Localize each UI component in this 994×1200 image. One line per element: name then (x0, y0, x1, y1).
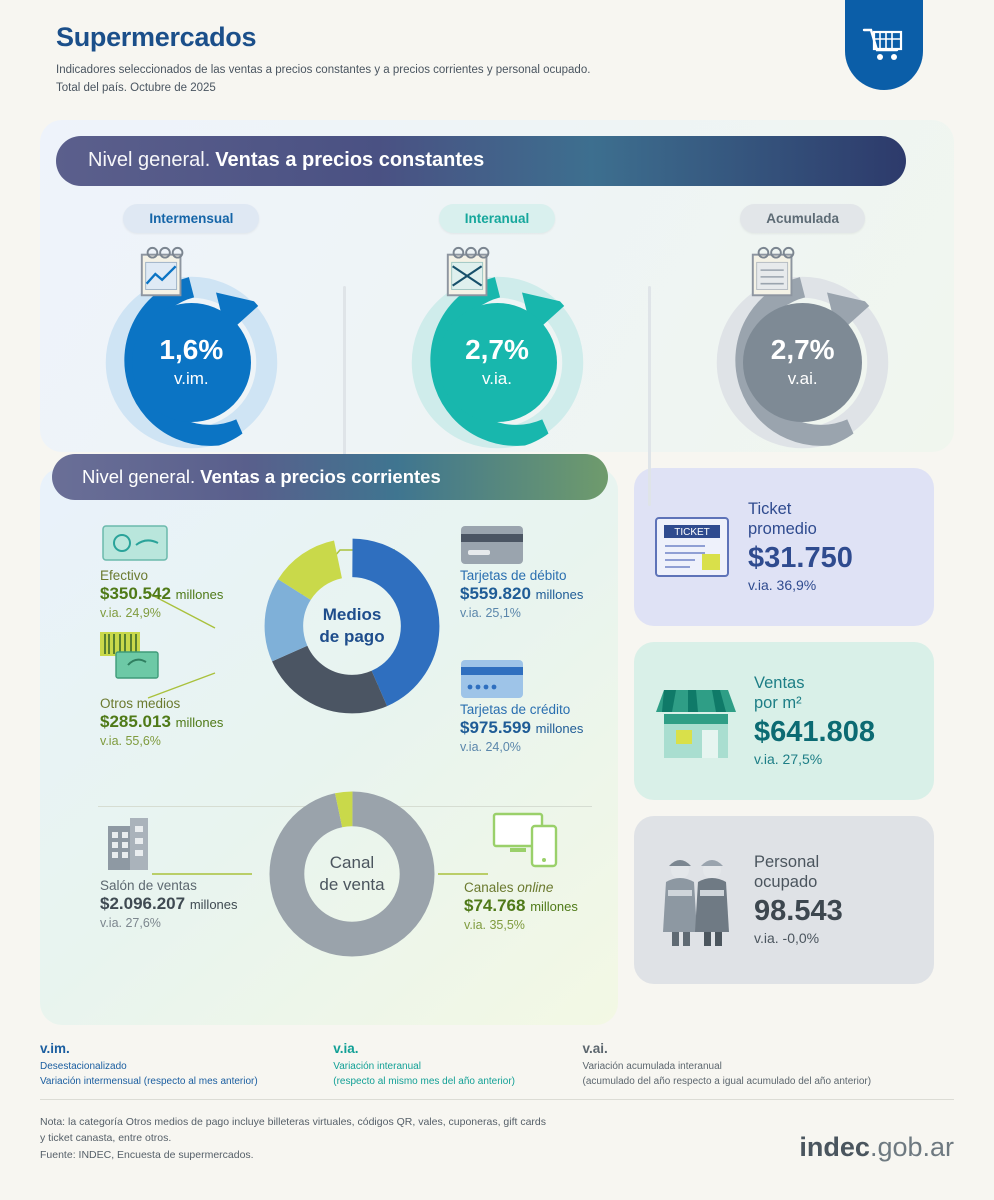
card-personal-ocupado (634, 816, 934, 984)
legend-via-line2: (respecto al mismo mes del año anterior) (333, 1075, 516, 1087)
ring-core-interanual (438, 303, 557, 422)
tarjetas-credito-variation: v.ia. 24,0% (460, 739, 521, 754)
tarjetas-credito-amount-unit: millones (535, 720, 584, 736)
tarjetas-debito-name: Tarjetas de débito (460, 567, 567, 583)
corrientes-banner-bold: Ventas a precios corrientes (200, 465, 441, 487)
section-ventas-precios-corrientes (40, 465, 618, 1025)
efectivo-amount-value: $350.542 (100, 583, 171, 603)
canales-online-amount-value: $74.768 (464, 895, 526, 915)
ventas-m2-value: $641.808 (754, 715, 875, 748)
personal-variation: v.ia. -0,0% (754, 930, 820, 947)
constantes-banner (56, 136, 906, 186)
clipboard-chart-icon (136, 245, 194, 303)
unit-interanual: v.ia. (482, 368, 512, 388)
indicator-pill-intermensual: Intermensual (123, 204, 259, 233)
legend-vim-line1: Desestacionalizado (40, 1061, 127, 1073)
tarjetas-credito-amount-value: $975.599 (460, 717, 531, 737)
legend-vim-abbr: v.im. (40, 1040, 70, 1056)
indec-logo[interactable] (799, 1132, 954, 1163)
label-tarjetas-debito (460, 568, 583, 620)
donut-center-label-pagos (262, 536, 442, 716)
legend-via (333, 1039, 582, 1090)
shopping-cart-icon (862, 25, 906, 65)
personal-value: 98.543 (754, 894, 843, 927)
otros-medios-amount-value: $285.013 (100, 711, 171, 731)
svg-text:TICKET: TICKET (674, 526, 710, 538)
canales-online-name-italic: online (517, 879, 554, 895)
ring-core-acumulada (743, 303, 862, 422)
value-interanual: 2,7% (465, 333, 529, 365)
legend-vai-line1: Variación acumulada interanual (582, 1061, 722, 1073)
canales-online-amount-unit: millones (530, 898, 578, 914)
indicator-acumulada (651, 204, 954, 506)
salon-ventas-amount-value: $2.096.207 (100, 893, 186, 913)
legend-vai-line2: (acumulado del año respecto a igual acumulado del año anterior) (582, 1075, 872, 1087)
ticket-value: $31.750 (748, 541, 853, 574)
value-acumulada: 2,7% (770, 333, 835, 365)
other-payments-icon (98, 630, 176, 684)
footer-note-line-3: Fuente: INDEC, Encuesta de supermercados. (40, 1148, 254, 1161)
credit-card-icon (460, 658, 526, 700)
page-title: Supermercados (56, 22, 257, 52)
ventas-m2-variation: v.ia. 27,5% (754, 751, 823, 768)
page-footer (40, 1114, 954, 1163)
efectivo-name: Efectivo (100, 567, 149, 583)
constantes-banner-light: Nivel general. (88, 149, 211, 172)
canal-center-line-2: de venta (319, 874, 385, 894)
personal-title-line-1: Personal (754, 853, 820, 872)
canal-de-venta-block (40, 798, 618, 1013)
tarjetas-credito-amount (460, 718, 583, 738)
indec-logo-bold: indec (799, 1131, 870, 1162)
donut-center-label-canal (266, 788, 438, 960)
donut-interanual (410, 275, 585, 450)
indicator-pill-interanual: Interanual (439, 204, 556, 233)
indicator-pill-acumulada: Acumulada (740, 204, 865, 233)
clipboard-chart-icon (747, 245, 805, 303)
legend-via-line1: Variación interanual (333, 1061, 421, 1073)
donut-intermensual (104, 275, 279, 450)
value-intermensual: 1,6% (159, 333, 224, 365)
efectivo-amount-unit: millones (175, 586, 224, 602)
indec-logo-rest: .gob.ar (869, 1131, 954, 1162)
tarjetas-credito-name: Tarjetas de crédito (460, 701, 571, 717)
canales-online-amount (464, 896, 578, 916)
store-building-icon (102, 816, 158, 872)
label-canales-online (464, 880, 578, 932)
devices-icon (492, 810, 566, 872)
donut-acumulada (715, 275, 890, 450)
label-tarjetas-credito (460, 702, 583, 754)
section-ventas-precios-constantes (40, 120, 954, 452)
ticket-variation: v.ia. 36,9% (748, 577, 817, 594)
canal-center-line-1: Canal (329, 853, 375, 873)
personal-title-line-2: ocupado (754, 872, 818, 891)
salon-ventas-amount (100, 894, 238, 914)
shopping-cart-badge (845, 0, 923, 90)
unit-intermensual: v.im. (174, 368, 209, 388)
salon-ventas-variation: v.ia. 27,6% (100, 915, 161, 930)
label-otros-medios (100, 696, 223, 748)
ventas-m2-title-line-2: por m² (754, 693, 802, 712)
legend-vim-line2: Variación intermensual (respecto al mes anterior) (40, 1075, 258, 1087)
efectivo-amount (100, 584, 223, 604)
ventas-m2-text-block (754, 674, 875, 767)
ticket-title-line-1: Ticket (748, 500, 792, 519)
page-header (0, 0, 994, 98)
card-ventas-por-m2 (634, 642, 934, 800)
tarjetas-debito-amount-unit: millones (535, 586, 584, 602)
legend-abbreviations (40, 1039, 954, 1090)
footer-note-line-2: y ticket canasta, entre otros. (40, 1132, 172, 1145)
canales-online-name: Canales online (464, 879, 554, 895)
unit-acumulada: v.ai. (787, 368, 818, 388)
tarjetas-debito-amount-value: $559.820 (460, 583, 531, 603)
debit-card-icon (460, 524, 526, 566)
cash-icon (102, 523, 170, 563)
legend-vai (583, 1039, 954, 1090)
workers-icon (650, 848, 742, 952)
ventas-m2-title (754, 674, 875, 714)
otros-medios-name: Otros medios (100, 695, 181, 711)
personal-text-block (754, 853, 843, 946)
storefront-icon (650, 676, 742, 766)
label-salon-de-ventas (100, 878, 238, 930)
otros-medios-variation: v.ia. 55,6% (100, 733, 161, 748)
clipboard-chart-icon (442, 245, 500, 303)
corrientes-banner-light: Nivel general. (82, 465, 196, 487)
ventas-m2-title-line-1: Ventas (754, 674, 805, 693)
label-efectivo (100, 568, 223, 620)
ticket-title-line-2: promedio (748, 519, 817, 538)
ring-core-intermensual (132, 303, 251, 422)
subtitle-line-1: Indicadores seleccionados de las ventas a precios constantes y a precios corrientes y personal ocupado. (56, 64, 591, 76)
tarjetas-debito-variation: v.ia. 25,1% (460, 605, 521, 620)
personal-title (754, 853, 843, 893)
legend-vim (40, 1039, 333, 1090)
otros-medios-amount-unit: millones (175, 714, 224, 730)
legend-vai-abbr: v.ai. (582, 1040, 608, 1056)
medios-de-pago-block (40, 465, 618, 798)
pagos-center-line-1: Medios (322, 605, 382, 625)
footer-divider (40, 1099, 954, 1100)
ticket-title (748, 500, 853, 540)
footer-note (40, 1114, 546, 1163)
salon-ventas-name: Salón de ventas (100, 877, 197, 893)
footer-note-line-1: Nota: la categoría Otros medios de pago incluye billeteras virtuales, códigos QR, vales, cuponeras, gift cards (40, 1116, 547, 1129)
pagos-center-line-2: de pago (319, 626, 385, 646)
canales-online-variation: v.ia. 35,5% (464, 917, 525, 932)
ticket-text-block (748, 500, 853, 593)
salon-ventas-amount-unit: millones (189, 896, 238, 912)
otros-medios-amount (100, 712, 223, 732)
tarjetas-debito-amount (460, 584, 583, 604)
legend-via-abbr: v.ia. (333, 1040, 359, 1056)
efectivo-variation: v.ia. 24,9% (100, 605, 161, 620)
subtitle-line-2: Total del país. Octubre de 2025 (56, 81, 216, 94)
side-cards-column (634, 468, 934, 1025)
constantes-banner-bold: Ventas a precios constantes (215, 149, 485, 172)
ticket-icon (650, 504, 736, 590)
